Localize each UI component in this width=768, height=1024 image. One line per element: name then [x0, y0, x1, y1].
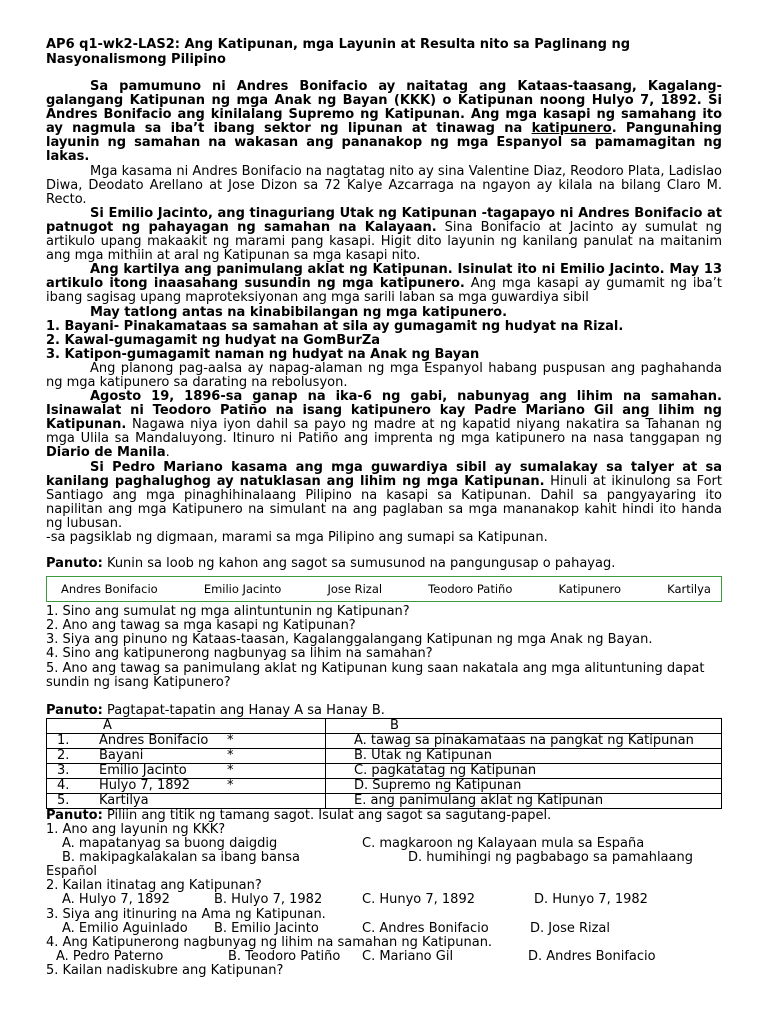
column-b-header: B: [326, 718, 722, 733]
table-row: 3. Emilio Jacinto * C. pagkatatag ng Katipunan: [47, 763, 722, 778]
mc-option: C. Mariano Gil: [362, 948, 454, 964]
worksheet: [46, 38, 722, 978]
mc-question: 5. Kailan nadiskubre ang Katipunan?: [46, 962, 284, 978]
mc-option: C. Andres Bonifacio: [362, 920, 489, 936]
instruction-2: Panuto: Pagtapat-tapatin ang Hanay A sa Hanay B.: [46, 702, 385, 718]
mc-option: A. mapatanyag sa buong daigdig: [62, 836, 278, 852]
page-title: AP6 q1-wk2-LAS2: Ang Katipunan, mga Layunin at Resulta nito sa Paglinang ng Nasyonalismong Pilipino: [46, 37, 631, 67]
ranks-intro: May tatlong antas na kinabibilangan ng mga katipunero.: [90, 304, 508, 320]
instruction-1: Panuto: Kunin sa loob ng kahon ang sagot sa sumusunod na pangungusap o pahayag.: [46, 556, 616, 572]
mc-option: B. Emilio Jacinto: [214, 920, 319, 936]
paragraph-war: -sa pagsiklab ng digmaan, marami sa mga Pilipino ang sumapi sa Katipunan.: [46, 530, 548, 545]
question: 2. Ano ang tawag sa mga kasapi ng Katipunan?: [46, 618, 356, 634]
mc-option: D. Hunyo 7, 1982: [534, 892, 648, 908]
word-choice: Andres Bonifacio: [61, 582, 158, 597]
table-row: 5. Kartilya E. ang panimulang aklat ng Katipunan: [47, 793, 722, 808]
matching-table: [46, 718, 722, 809]
mc-question: 2. Kailan itinatag ang Katipunan?: [46, 878, 262, 894]
word-choice: Jose Rizal: [327, 582, 383, 597]
word-choice: Teodoro Patiño: [428, 582, 513, 597]
paragraph-discovery: Agosto 19, 1896-sa ganap na ika-6 ng gabi, nabunyag ang lihim na samahan. Isinawalat ni Teodoro Patiño na isang katipunero kay Padre Mariano Gil ang lihim ng Katipunan. Nagawa niya iyon dahil sa payo ng madre at ng kapatid niyang nakatira sa Tahanan ng mga Ulila sa Mandaluyong. Itinuro ni Patiño ang imprenta ng mga katipunero na nasa tanggapan ng Diario de Manila.: [46, 389, 722, 461]
mc-option: A. Emilio Aguinlado: [62, 920, 188, 936]
mc-option: C. magkaroon ng Kalayaan mula sa España: [362, 836, 645, 852]
mc-option: D. Jose Rizal: [530, 920, 611, 936]
word-choice: Katipunero: [558, 582, 622, 597]
mc-option: D. Andres Bonifacio: [528, 948, 656, 964]
word-choice: Kartilya: [667, 582, 711, 597]
mc-option: D. humihingi ng pagbabago sa pamahlaang: [408, 850, 693, 866]
mc-option: B. Hulyo 7, 1982: [214, 892, 323, 908]
question: 1. Sino ang sumulat ng mga alintuntunin ng Katipunan?: [46, 604, 410, 620]
mc-option: B. makipagkalakalan sa ibang bansa: [62, 850, 301, 866]
paragraph-founders: Mga kasama ni Andres Bonifacio na nagtatag nito ay sina Valentine Diaz, Reodoro Plata, Ladislao Diwa, Deodato Arellano at Jose Dizon sa 72 Kalye Azcarraga na ngayon ay kilala na bilang Claro M. Recto.: [46, 163, 722, 207]
mc-option: A. Pedro Paterno: [56, 948, 164, 964]
mc-question: 1. Ano ang layunin ng KKK?: [46, 821, 226, 837]
rank-item: 3. Katipon-gumagamit naman ng hudyat na Anak ng Bayan: [46, 346, 480, 362]
column-a-header: A: [47, 718, 326, 733]
question: 4. Sino ang katipunerong nagbunyag sa lihim na samahan?: [46, 646, 433, 662]
mc-question: 3. Siya ang itinuring na Ama ng Katipunan.: [46, 906, 326, 922]
paragraph-plan: Ang planong pag-aalsa ay napag-alaman ng mga Espanyol habang puspusan ang paghahanda ng mga katipunero sa darating na rebolusyon.: [46, 360, 722, 390]
paragraph-founding: Sa pamumuno ni Andres Bonifacio ay naitatag ang Kataas-taasang, Kagalang-galangang Katipunan ng mga Anak ng Bayan (KKK) o Katipunan noong Hulyo 7, 1892. Si Andres Bonifacio ang kinilalang Supremo ng Katipunan. Ang mga kasapi ng samahang ito ay nagmula sa iba’t ibang sektor ng lipunan at tinawag na katipunero. Pangunahing layunin ng samahan na wakasan ang pananakop ng mga Espanyol sa pamamagitan ng lakas.: [46, 79, 722, 165]
rank-item: 1. Bayani- Pinakamataas sa samahan at sila ay gumagamit ng hudyat na Rizal.: [46, 318, 624, 334]
rank-item: 2. Kawal-gumagamit ng hudyat na GomBurZa: [46, 332, 381, 348]
table-row: 2. Bayani * B. Utak ng Katipunan: [47, 748, 722, 763]
multiple-choice-section: [46, 809, 722, 978]
question: 5. Ano ang tawag sa panimulang aklat ng Katipunan kung saan nakatala ang mga alituntuning dapat sundin ng isang Katipunero?: [46, 660, 705, 690]
table-row: 4. Hulyo 7, 1892 * D. Supremo ng Katipunan: [47, 778, 722, 793]
mc-option: A. Hulyo 7, 1892: [62, 892, 170, 908]
paragraph-raid: Si Pedro Mariano kasama ang mga guwardiya sibil ay sumalakay sa talyer at sa kanilang paghalughog ay natuklasan ang lihim ng mga Katipunan. Hinuli at ikinulong sa Fort Santiago ang mga pinaghihinalaang Pilipino na kasapi sa Katipunan. Dahil sa pangyayaring ito napilitan ang mga Katipunero na simulant na ang paglaban sa mga mananakop kahit hindi ito handa ng lubusan.: [46, 459, 722, 531]
questions-section-1: [46, 605, 722, 690]
word-box: [46, 576, 722, 602]
word-choice: Emilio Jacinto: [203, 582, 282, 597]
mc-option: B. Teodoro Patiño: [228, 948, 341, 964]
mc-option: C. Hunyo 7, 1892: [362, 892, 475, 908]
mc-question: 4. Ang Katipunerong nagbunyag ng lihim na samahan ng Katipunan.: [46, 934, 493, 950]
paragraph-kartilya: Ang kartilya ang panimulang aklat ng Katipunan. Isinulat ito ni Emilio Jacinto. May 13 artikulo itong inaasahang susundin ng mga katipunero. Ang mga kasapi ay gumamit ng iba’t ibang sagisag upang maproteksiyonan ang mga sarili laban sa mga guwardiya sibil: [46, 262, 722, 306]
table-row: 1. Andres Bonifacio * A. tawag sa pinakamataas na pangkat ng Katipunan: [47, 733, 722, 748]
question: 3. Siya ang pinuno ng Kataas-taasan, Kagalanggalangang Katipunan ng mga Anak ng Bayan.: [46, 632, 653, 648]
instruction-3: Panuto: Piliin ang titik ng tamang sagot. Isulat ang sagot sa sagutang-papel.: [46, 807, 552, 823]
mc-option-continued: Español: [46, 864, 98, 880]
paragraph-jacinto: Si Emilio Jacinto, ang tinaguriang Utak ng Katipunan -tagapayo ni Andres Bonifacio at patnugot ng pahayagan ng samahan na Kalayaan. Sina Bonifacio at Jacinto ay sumulat ng artikulo upang makaakit ng marami pang kasapi. Higit dito layunin ng kanilang panulat na maitanim ang mga mithiin at aral ng Katipunan sa mga kasapi nito.: [46, 205, 722, 264]
